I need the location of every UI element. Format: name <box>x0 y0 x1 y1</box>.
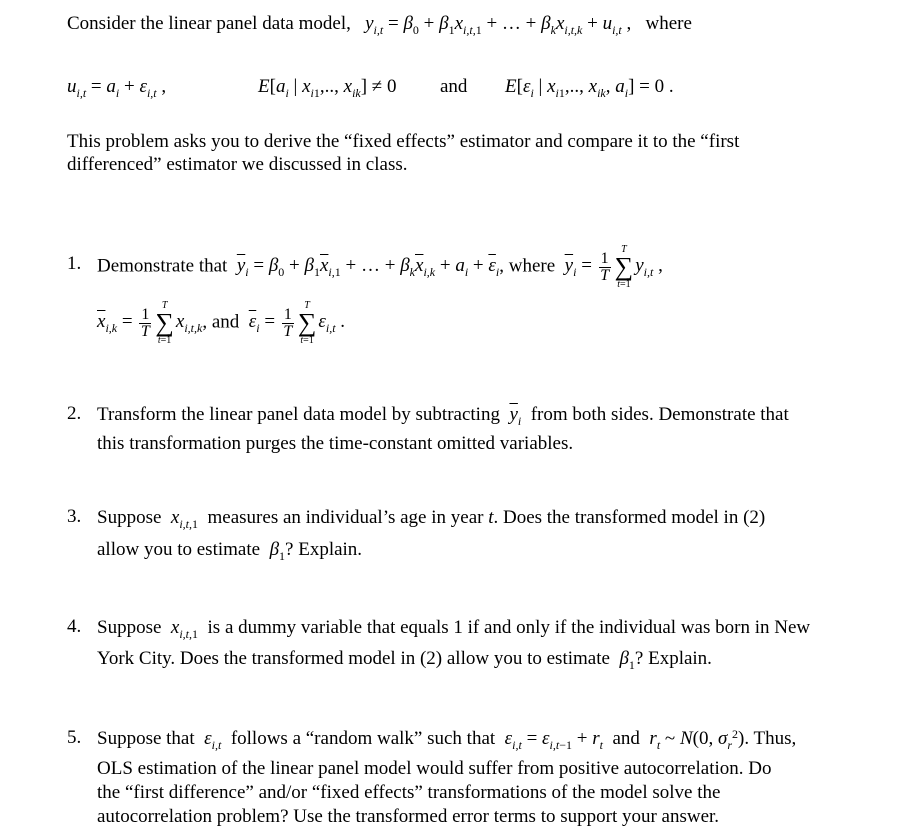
q3-number: 3. <box>67 506 82 527</box>
q1-where: , where <box>499 255 556 277</box>
q3-text-b: measures an individual’s age in year <box>207 507 484 528</box>
q4-text-c: York City. Does the transformed model in (2) allow you to estimate <box>97 648 610 669</box>
ybar-definition: $\overline{y}_i$ = $\frac{1}{T}$ T ∑ t=1 $y_{i,t}$ , <box>564 244 663 290</box>
q3-text-d: . Does the transformed model in (2) <box>493 507 766 528</box>
q3-line1 <box>97 506 765 529</box>
q3-text-a: Suppose <box>97 507 162 528</box>
q5-line2: OLS estimation of the linear panel model would suffer from positive autocorrelation. Do <box>97 758 772 779</box>
and-label: and <box>440 76 468 97</box>
where-label: where <box>645 13 692 34</box>
q1-and: , and <box>202 311 240 333</box>
q4-text-a: Suppose <box>97 617 162 638</box>
correlation-condition: $E[a_i$ | $x_{i1}$,.., $x_{ik}] \ne 0$ <box>258 76 397 100</box>
ybar-symbol: $\overline{y}_i$ <box>509 404 522 428</box>
q4-line2 <box>97 647 712 670</box>
q2-text-a: Transform the linear panel data model by subtracting <box>97 404 500 425</box>
q5-number: 5. <box>67 727 82 748</box>
q2-text-b: from both sides. Demonstrate that <box>530 404 789 425</box>
q5-line4: autocorrelation problem? Use the transformed error terms to support your answer. <box>97 806 720 827</box>
q5-text-b: follows a “random walk” such that <box>230 728 496 749</box>
error-decomposition: $u_{i,t} = a_i + \varepsilon_{i,t}$ , <box>67 76 167 100</box>
q1-mean-equation: $\overline{y}_i = \beta_0 + \beta_1\overline{x}_{i,1}$ + … + $\beta_k\overline{x}_{i,k} + a_i + \overline{\varepsilon}_i$ <box>236 255 500 280</box>
q5-line3: the “first difference” and/or “fixed effects” transformations of the model solve the <box>97 782 721 803</box>
eps-it-symbol: $\varepsilon_{i,t}$ <box>204 728 222 752</box>
q3-text-f: ? Explain. <box>285 539 363 560</box>
q1-line1 <box>97 244 663 290</box>
epsbar-definition: $\overline{\varepsilon}_i$ = $\frac{1}{T}$ T ∑ t=1 $\varepsilon_{i,t}$ . <box>248 300 346 346</box>
x-it1-dummy-symbol: $x_{i,t,1}$ <box>170 617 199 641</box>
q3-year-t: t <box>488 507 494 528</box>
q3-line2 <box>97 538 362 561</box>
q1-number: 1. <box>67 253 82 274</box>
q3-text-e: allow you to estimate <box>97 539 261 560</box>
beta1-symbol: $\beta_1$ <box>269 539 286 563</box>
normal-distribution: $r_t$ ~ N(0, $\sigma_r^2$) <box>649 727 745 752</box>
preamble-paragraph: This problem asks you to derive the “fixed effects” estimator and compare it to the “first differenced” estimator we discussed in class. <box>67 131 740 175</box>
q4-text-d: ? Explain. <box>634 648 712 669</box>
q5-text-d: . Thus, <box>744 728 797 749</box>
q2-line1 <box>97 403 789 426</box>
q2-number: 2. <box>67 403 82 424</box>
exogeneity-condition: $E[\varepsilon_i$ | $x_{i1}$,.., $x_{ik}$, $a_i] = 0$ . <box>505 76 674 100</box>
q5-line1 <box>97 727 796 750</box>
beta1-symbol-q4: $\beta_1$ <box>619 648 635 672</box>
q4-line1 <box>97 616 810 639</box>
q1-lead: Demonstrate that <box>97 255 228 277</box>
q2-line2: this transformation purges the time-constant omitted variables. <box>97 433 574 454</box>
q4-text-b: is a dummy variable that equals 1 if and only if the individual was born in New <box>207 617 811 638</box>
model-intro-text: Consider the linear panel data model, <box>67 13 351 34</box>
xbar-definition: $\overline{x}_{i,k}$ = $\frac{1}{T}$ T ∑ t=1 $x_{i,t,k}$ <box>97 300 203 346</box>
q5-and: and <box>612 728 640 749</box>
q5-text-a: Suppose that <box>97 728 195 749</box>
q1-line2 <box>97 300 345 346</box>
x-it1-symbol: $x_{i,t,1}$ <box>170 507 199 531</box>
q4-number: 4. <box>67 616 82 637</box>
random-walk-equation: $\varepsilon_{i,t} = \varepsilon_{i,t-1} + r_t$ <box>504 728 603 752</box>
model-intro-line <box>67 12 692 35</box>
panel-model-equation: $y_{i,t} = \beta_0 + \beta_1x_{i,t,1}$ + … + $\beta_kx_{i,t,k} + u_{i,t}$ , <box>365 13 632 37</box>
